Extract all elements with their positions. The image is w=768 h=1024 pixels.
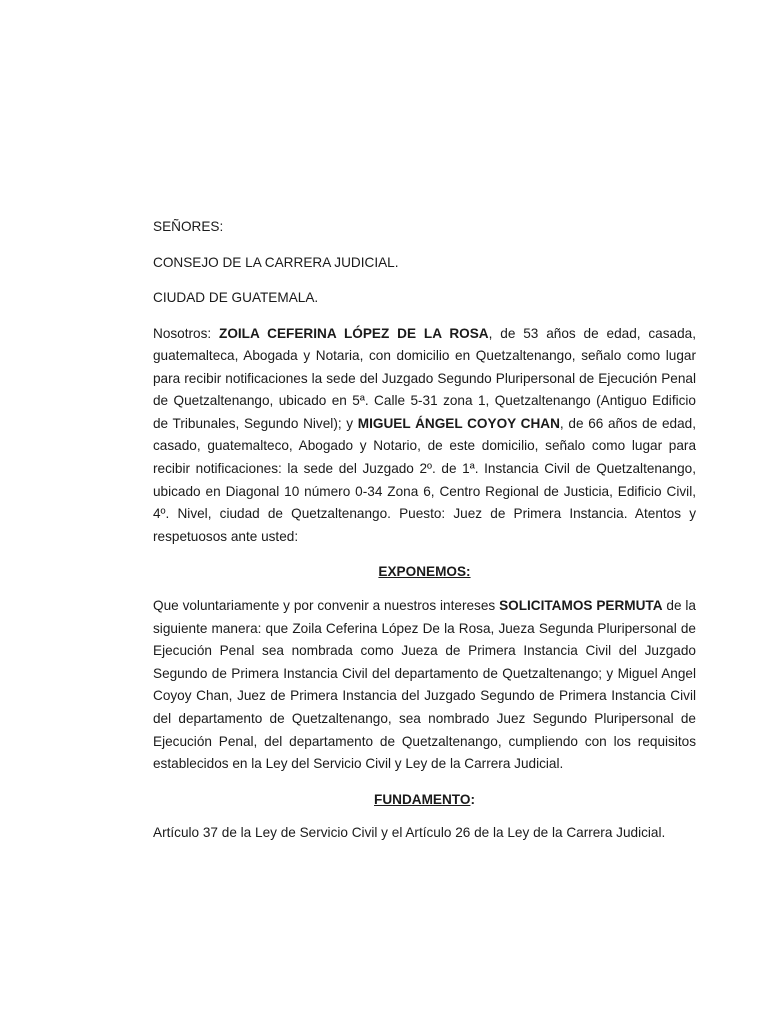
exponemos-paragraph <box>153 595 696 776</box>
fundamento-heading-text: FUNDAMENTO <box>374 791 471 807</box>
intro-text-1: Nosotros: <box>153 325 220 341</box>
city: CIUDAD DE GUATEMALA. <box>153 290 319 305</box>
intro-paragraph <box>153 323 696 549</box>
fundamento-heading <box>153 789 696 812</box>
addressee: CONSEJO DE LA CARRERA JUDICIAL. <box>153 254 399 270</box>
fundamento-paragraph: Artículo 37 de la Ley de Servicio Civil y el Artículo 26 de la Ley de la Carrera Judicial. <box>153 825 666 841</box>
fundamento-colon: : <box>470 791 475 807</box>
document-page <box>153 216 696 858</box>
intro-text-2: , de 53 años de edad, casada, guatemalteca, Abogada y Notaria, con domicilio en Quetzaltenango, señalo como lugar para recibir notificaciones la sede del Juzgado Segundo Pluripersonal de Ejecución Penal de Quetzaltenango, ubicado en 5ª. Calle 5-31 zona 1, Quetzaltenango (Antiguo Edificio de Tribunales, Segundo Nivel); y <box>153 325 696 431</box>
exponemos-heading-text: EXPONEMOS: <box>378 564 471 580</box>
name-miguel: MIGUEL ÁNGEL COYOY CHAN <box>357 415 560 431</box>
exponemos-text-1: Que voluntariamente y por convenir a nuestros intereses <box>153 597 500 613</box>
exponemos-heading <box>153 561 696 584</box>
solicitamos-permuta: SOLICITAMOS PERMUTA <box>499 597 663 613</box>
name-zoila: ZOILA CEFERINA LÓPEZ DE LA ROSA <box>219 325 489 341</box>
salutation: SEÑORES: <box>153 219 224 234</box>
exponemos-text-2: de la siguiente manera: que Zoila Ceferina López De la Rosa, Jueza Segunda Pluripersonal de Ejecución Penal sea nombrada como Jueza de Primera Instancia Civil del Juzgado Segundo de Primera Instancia Civil del departamento de Quetzaltenango; y Miguel Angel Coyoy Chan, Juez de Primera Instancia del Juzgado Segundo de Primera Instancia Civil del departamento de Quetzaltenango, sea nombrado Juez Segundo Pluripersonal de Ejecución Penal, del departamento de Quetzaltenango, cumpliendo con los requisitos establecidos en la Ley del Servicio Civil y Ley de la Carrera Judicial. <box>153 597 696 772</box>
intro-text-3: , de 66 años de edad, casado, guatemalteco, Abogado y Notario, de este domicilio, señalo como lugar para recibir notificaciones: la sede del Juzgado 2º. de 1ª. Instancia Civil de Quetzaltenango, ubicado en Diagonal 10 número 0-34 Zona 6, Centro Regional de Justicia, Edificio Civil, 4º. Nivel, ciudad de Quetzaltenango. Puesto: Juez de Primera Instancia. Atentos y respetuosos ante usted: <box>153 415 696 544</box>
